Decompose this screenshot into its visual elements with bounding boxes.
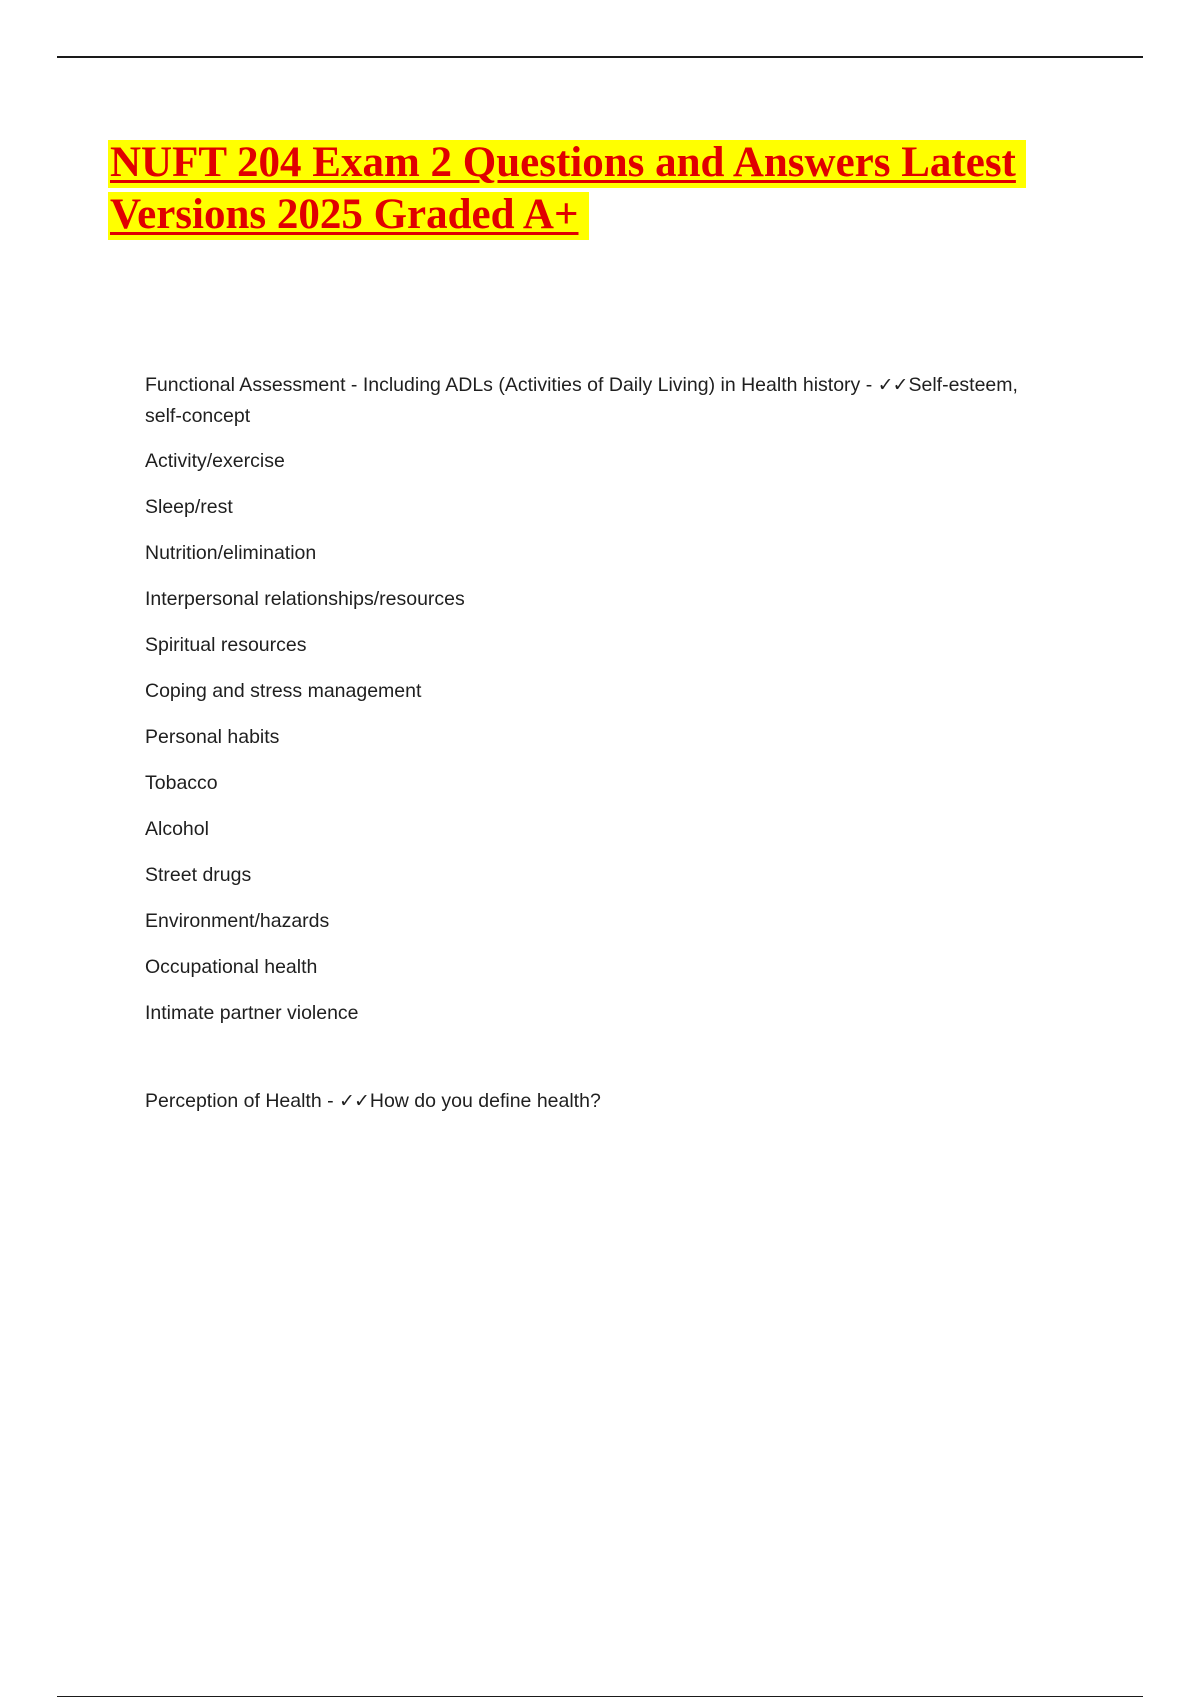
title-line-2: Versions 2025 Graded A+ bbox=[108, 192, 589, 240]
list-item: Intimate partner violence bbox=[145, 1002, 359, 1024]
question-text: Functional Assessment - Including ADLs (Activities of Daily Living) in Health history - bbox=[145, 374, 878, 396]
title-line-1: NUFT 204 Exam 2 Questions and Answers Latest bbox=[108, 140, 1026, 188]
list-item: Tobacco bbox=[145, 772, 218, 794]
document-title bbox=[108, 140, 1108, 244]
list-item: Alcohol bbox=[145, 818, 209, 840]
answer-text: Self-esteem, self-concept bbox=[145, 374, 1018, 427]
list-item: Coping and stress management bbox=[145, 680, 422, 702]
list-item: Personal habits bbox=[145, 726, 280, 748]
list-item: Environment/hazards bbox=[145, 910, 330, 932]
qa-entry-perception-of-health bbox=[145, 1086, 1055, 1117]
list-item: Spiritual resources bbox=[145, 634, 307, 656]
list-item: Interpersonal relationships/resources bbox=[145, 588, 465, 610]
document-body bbox=[145, 370, 1055, 1117]
list-item: Street drugs bbox=[145, 864, 252, 886]
list-item: Sleep/rest bbox=[145, 496, 233, 518]
list-item: Nutrition/elimination bbox=[145, 542, 317, 564]
check-icon: ✓✓ bbox=[339, 1090, 369, 1112]
check-icon: ✓✓ bbox=[877, 374, 908, 396]
answer-list bbox=[145, 438, 1055, 1036]
qa-entry-functional-assessment bbox=[145, 370, 1055, 432]
answer-text: How do you define health? bbox=[369, 1090, 601, 1112]
list-item: Activity/exercise bbox=[145, 450, 285, 472]
footer-rule bbox=[57, 1696, 1143, 1697]
header-rule bbox=[57, 56, 1143, 58]
question-text: Perception of Health - bbox=[145, 1090, 340, 1112]
list-item: Occupational health bbox=[145, 956, 318, 978]
